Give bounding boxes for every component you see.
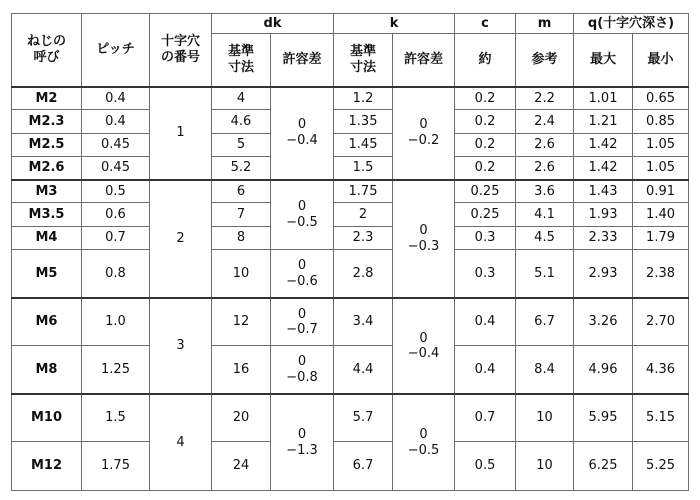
- cell-c: 0.5: [455, 442, 516, 491]
- cell-pitch: 1.5: [82, 394, 150, 442]
- cell-recess-number: 1: [150, 87, 212, 180]
- cell-k: 2: [334, 203, 393, 226]
- cell-q-min: 0.91: [633, 180, 689, 203]
- cell-q-max: 3.26: [574, 298, 633, 346]
- cell-k: 1.2: [334, 87, 393, 110]
- header-q-min: 最小: [633, 34, 689, 87]
- cell-m: 2.4: [516, 110, 574, 133]
- cell-size: M3: [12, 180, 82, 203]
- cell-k-tolerance: 0 −0.3: [393, 180, 455, 298]
- cell-c: 0.7: [455, 394, 516, 442]
- header-recess-number: 十字穴 の番号: [150, 14, 212, 87]
- cell-k-tolerance: 0 −0.5: [393, 394, 455, 490]
- cell-k: 2.8: [334, 249, 393, 298]
- cell-size: M4: [12, 226, 82, 249]
- cell-dk-tolerance: 0 −0.4: [271, 87, 334, 180]
- cell-c: 0.25: [455, 203, 516, 226]
- cell-recess-number: 2: [150, 180, 212, 298]
- header-k: k: [334, 14, 455, 34]
- cell-dk: 12: [212, 298, 271, 346]
- cell-dk: 8: [212, 226, 271, 249]
- cell-k: 5.7: [334, 394, 393, 442]
- cell-k: 1.5: [334, 156, 393, 179]
- cell-q-max: 4.96: [574, 346, 633, 395]
- cell-dk-tolerance: 0 −0.6: [271, 249, 334, 298]
- cell-m: 4.5: [516, 226, 574, 249]
- cell-q-max: 5.95: [574, 394, 633, 442]
- cell-k: 1.45: [334, 133, 393, 156]
- cell-q-max: 6.25: [574, 442, 633, 491]
- cell-m: 5.1: [516, 249, 574, 298]
- cell-size: M5: [12, 249, 82, 298]
- cell-m: 3.6: [516, 180, 574, 203]
- cell-size: M2.6: [12, 156, 82, 179]
- cell-q-min: 1.79: [633, 226, 689, 249]
- cell-pitch: 0.4: [82, 87, 150, 110]
- cell-q-max: 2.93: [574, 249, 633, 298]
- header-q-max: 最大: [574, 34, 633, 87]
- cell-m: 4.1: [516, 203, 574, 226]
- cell-m: 2.6: [516, 156, 574, 179]
- cell-q-max: 1.21: [574, 110, 633, 133]
- cell-q-min: 2.70: [633, 298, 689, 346]
- table-row: [12, 298, 689, 346]
- cell-pitch: 0.8: [82, 249, 150, 298]
- cell-dk-tolerance: 0 −1.3: [271, 394, 334, 490]
- cell-q-min: 1.05: [633, 156, 689, 179]
- cell-pitch: 1.75: [82, 442, 150, 491]
- cell-k: 2.3: [334, 226, 393, 249]
- cell-m: 8.4: [516, 346, 574, 395]
- cell-size: M6: [12, 298, 82, 346]
- cell-k-tolerance: 0 −0.4: [393, 298, 455, 394]
- cell-pitch: 1.0: [82, 298, 150, 346]
- table-row: [12, 226, 689, 249]
- cell-dk: 6: [212, 180, 271, 203]
- table-row: [12, 203, 689, 226]
- cell-q-max: 1.42: [574, 133, 633, 156]
- table-row: [12, 442, 689, 491]
- cell-dk: 5: [212, 133, 271, 156]
- cell-size: M12: [12, 442, 82, 491]
- header-dk: dk: [212, 14, 334, 34]
- cell-q-min: 1.05: [633, 133, 689, 156]
- table-row: [12, 346, 689, 395]
- cell-pitch: 0.4: [82, 110, 150, 133]
- cell-size: M3.5: [12, 203, 82, 226]
- cell-k: 1.35: [334, 110, 393, 133]
- cell-m: 2.2: [516, 87, 574, 110]
- cell-size: M2.3: [12, 110, 82, 133]
- cell-c: 0.3: [455, 226, 516, 249]
- cell-k: 4.4: [334, 346, 393, 395]
- table-row: [12, 249, 689, 298]
- cell-q-min: 4.36: [633, 346, 689, 395]
- cell-size: M2: [12, 87, 82, 110]
- table-row: [12, 110, 689, 133]
- cell-dk: 24: [212, 442, 271, 491]
- header-k-basic: 基準 寸法: [334, 34, 393, 87]
- cell-q-max: 1.93: [574, 203, 633, 226]
- cell-dk-tolerance: 0 −0.7: [271, 298, 334, 346]
- cell-pitch: 0.5: [82, 180, 150, 203]
- cell-q-min: 0.65: [633, 87, 689, 110]
- header-dk-basic: 基準 寸法: [212, 34, 271, 87]
- cell-dk: 7: [212, 203, 271, 226]
- cell-q-min: 1.40: [633, 203, 689, 226]
- cell-q-min: 2.38: [633, 249, 689, 298]
- cell-q-min: 5.15: [633, 394, 689, 442]
- cell-c: 0.4: [455, 298, 516, 346]
- cell-dk-tolerance: 0 −0.5: [271, 180, 334, 250]
- table-row: [12, 87, 689, 110]
- screw-spec-table: [11, 13, 689, 491]
- cell-size: M8: [12, 346, 82, 395]
- cell-dk: 16: [212, 346, 271, 395]
- table-row: [12, 156, 689, 179]
- cell-pitch: 0.45: [82, 156, 150, 179]
- cell-dk: 20: [212, 394, 271, 442]
- header-dk-tolerance: 許容差: [271, 34, 334, 87]
- cell-q-max: 1.01: [574, 87, 633, 110]
- cell-dk: 5.2: [212, 156, 271, 179]
- header-m-reference: 参考: [516, 34, 574, 87]
- table-row: [12, 133, 689, 156]
- cell-c: 0.4: [455, 346, 516, 395]
- header-m: m: [516, 14, 574, 34]
- header-q: q(十字穴深さ): [574, 14, 689, 34]
- cell-k: 1.75: [334, 180, 393, 203]
- cell-c: 0.2: [455, 156, 516, 179]
- cell-c: 0.25: [455, 180, 516, 203]
- cell-q-max: 1.42: [574, 156, 633, 179]
- cell-dk: 4: [212, 87, 271, 110]
- cell-c: 0.2: [455, 133, 516, 156]
- cell-c: 0.3: [455, 249, 516, 298]
- cell-k: 6.7: [334, 442, 393, 491]
- cell-m: 2.6: [516, 133, 574, 156]
- cell-size: M2.5: [12, 133, 82, 156]
- cell-pitch: 0.45: [82, 133, 150, 156]
- cell-dk: 4.6: [212, 110, 271, 133]
- header-size: ねじの 呼び: [12, 14, 82, 87]
- cell-recess-number: 3: [150, 298, 212, 394]
- header-pitch: ピッチ: [82, 14, 150, 87]
- cell-c: 0.2: [455, 87, 516, 110]
- cell-k-tolerance: 0 −0.2: [393, 87, 455, 180]
- cell-q-max: 1.43: [574, 180, 633, 203]
- cell-m: 10: [516, 394, 574, 442]
- cell-size: M10: [12, 394, 82, 442]
- cell-dk-tolerance: 0 −0.8: [271, 346, 334, 395]
- cell-dk: 10: [212, 249, 271, 298]
- table-row: [12, 394, 689, 442]
- cell-q-min: 5.25: [633, 442, 689, 491]
- cell-pitch: 0.7: [82, 226, 150, 249]
- cell-recess-number: 4: [150, 394, 212, 490]
- cell-m: 10: [516, 442, 574, 491]
- header-c-about: 約: [455, 34, 516, 87]
- cell-c: 0.2: [455, 110, 516, 133]
- header-k-tolerance: 許容差: [393, 34, 455, 87]
- cell-q-min: 0.85: [633, 110, 689, 133]
- cell-q-max: 2.33: [574, 226, 633, 249]
- cell-pitch: 1.25: [82, 346, 150, 395]
- cell-m: 6.7: [516, 298, 574, 346]
- cell-pitch: 0.6: [82, 203, 150, 226]
- cell-k: 3.4: [334, 298, 393, 346]
- header-c: c: [455, 14, 516, 34]
- table-row: [12, 180, 689, 203]
